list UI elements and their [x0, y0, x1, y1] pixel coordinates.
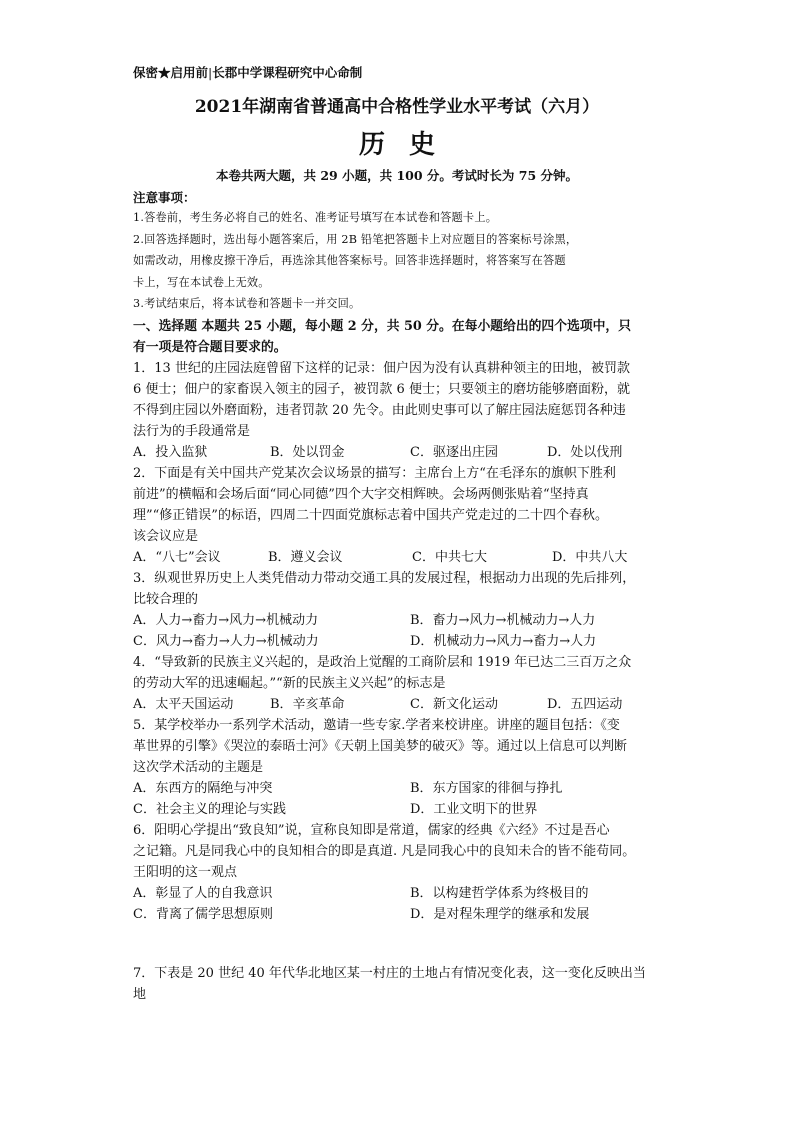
notice-line: 1.答卷前，考生务必将自己的姓名、准考证号填写在本试卷和答题卡上。: [133, 211, 498, 224]
confidential-mark: 保密★启用前: [133, 65, 209, 80]
notice-line: 卡上，写在本试卷上无效。: [133, 276, 270, 289]
section-heading: 有一项是符合题目要求的。: [133, 340, 287, 355]
option-d[interactable]: D．处以伐刑: [547, 445, 623, 460]
question-stem-line: 的劳动大军的迅速崛起。”“新的民族主义兴起”的标志是: [133, 676, 446, 691]
option-c[interactable]: C．社会主义的理论与实践: [133, 802, 286, 817]
section-heading: 一、选择题 本题共 25 小题，每小题 2 分，共 50 分。在每小题给出的四个选项中，只: [133, 319, 632, 334]
question-stem-line: 1．13 世纪的庄园法庭曾留下这样的记录：佃户因为没有认真耕种领主的田地，被罚款: [133, 361, 630, 376]
option-b[interactable]: B．以构建哲学体系为终极目的: [410, 886, 589, 901]
question-stem-line: 之记籍。凡是同我心中的良知相合的即是真道. 凡是同我心中的良知未合的皆不能苟同。: [133, 844, 636, 859]
subject-title: 历史: [358, 130, 459, 160]
question-stem-line: 6 便士；佃户的家畜误入领主的园子，被罚款 6 便士；只要领主的磨坊能够磨面粉，就: [133, 382, 630, 397]
option-a[interactable]: A．人力→畜力→风力→机械动力: [133, 613, 319, 628]
notice-title: 注意事项：: [133, 190, 196, 205]
option-a[interactable]: A．彰显了人的自我意识: [133, 886, 273, 901]
question-stem-line: 革世界的引擎》《哭泣的泰晤士河》《天朝上国美梦的破灭》等。通过以上信息可以判断: [133, 739, 628, 754]
option-a[interactable]: A．东西方的隔绝与冲突: [133, 781, 273, 796]
question-stem-line: 5．某学校举办一系列学术活动，邀请一些专家.学者来校讲座。讲座的题目包括：《变: [133, 718, 620, 733]
option-a[interactable]: A．投入监狱: [133, 445, 208, 460]
question-stem-line: 理”“修正错误”的标语，四周二十四面党旗标志着中国共产党走过的二十四个春秋。: [133, 508, 608, 523]
notice-line: 3.考试结束后，将本试卷和答题卡一并交回。: [133, 297, 361, 310]
option-b[interactable]: B．处以罚金: [270, 445, 345, 460]
option-b[interactable]: B．辛亥革命: [270, 697, 345, 712]
header-separator: |: [208, 65, 213, 80]
question-stem-line: 6．阳明心学提出“致良知”说，宣称良知即是常道，儒家的经典《六经》不过是吾心: [133, 823, 610, 838]
question-stem-line: 比较合理的: [133, 592, 199, 607]
option-c[interactable]: C．中共七大: [412, 550, 487, 565]
exam-title: 2021年湖南省普通高中合格性学业水平考试（六月）: [194, 97, 600, 117]
option-d[interactable]: D．五四运动: [547, 697, 623, 712]
question-stem-line: 2．下面是有关中国共产党某次会议场景的描写：主席台上方“在毛泽东的旗帜下胜利: [133, 466, 616, 481]
option-c[interactable]: C．新文化运动: [410, 697, 498, 712]
option-a[interactable]: A．“八七”会议: [133, 550, 221, 565]
question-stem-line: 3．纵观世界历史上人类凭借动力带动交通工具的发展过程，根据动力出现的先后排列，: [133, 571, 636, 586]
question-stem-line: 地: [133, 987, 147, 1002]
option-d[interactable]: D．中共八大: [552, 550, 628, 565]
option-d[interactable]: D．是对程朱理学的继承和发展: [410, 907, 590, 922]
question-stem-line: 王阳明的这一观点: [133, 865, 238, 880]
option-b[interactable]: B．畜力→风力→机械动力→人力: [410, 613, 596, 628]
option-d[interactable]: D．机械动力→风力→畜力→人力: [410, 634, 597, 649]
option-b[interactable]: B．遵义会议: [268, 550, 343, 565]
question-stem-line: 不得到庄园以外磨面粉，违者罚款 20 先令。由此则史事可以了解庄园法庭惩罚各种违: [133, 403, 626, 418]
option-a[interactable]: A．太平天国运动: [133, 697, 234, 712]
option-b[interactable]: B．东方国家的徘徊与挣扎: [410, 781, 563, 796]
confidential-label: [133, 63, 362, 81]
option-c[interactable]: C．风力→畜力→人力→机械动力: [133, 634, 319, 649]
option-c[interactable]: C．驱逐出庄园: [410, 445, 498, 460]
question-stem-line: 4．“导致新的民族主义兴起的，是政治上觉醒的工商阶层和 1919 年已达二三百万之众: [133, 655, 632, 670]
exam-description: 本卷共两大题，共 29 小题，共 100 分。考试时长为 75 分钟。: [216, 168, 578, 183]
question-stem-line: 该会议应是: [133, 529, 199, 544]
issuer-label: 长郡中学课程研究中心命制: [212, 65, 363, 80]
option-c[interactable]: C．背离了儒学思想原则: [133, 907, 273, 922]
notice-line: 2.回答选择题时，选出每小题答案后，用 2B 铅笔把答题卡上对应题目的答案标号涂黑，: [133, 233, 578, 246]
question-stem-line: 这次学术活动的主题是: [133, 760, 264, 775]
option-d[interactable]: D．工业文明下的世界: [410, 802, 538, 817]
question-stem-line: 前进”的横幅和会场后面“同心同德”四个大字交相辉映。会场两侧张贴着“坚持真: [133, 487, 589, 502]
question-stem-line: 法行为的手段通常是: [133, 424, 251, 439]
question-stem-line: 7．下表是 20 世纪 40 年代华北地区某一村庄的土地占有情况变化表，这一变化反映出当: [133, 966, 646, 981]
notice-line: 如需改动，用橡皮擦干净后，再选涂其他答案标号。回答非选择题时，将答案写在答题: [133, 254, 566, 267]
